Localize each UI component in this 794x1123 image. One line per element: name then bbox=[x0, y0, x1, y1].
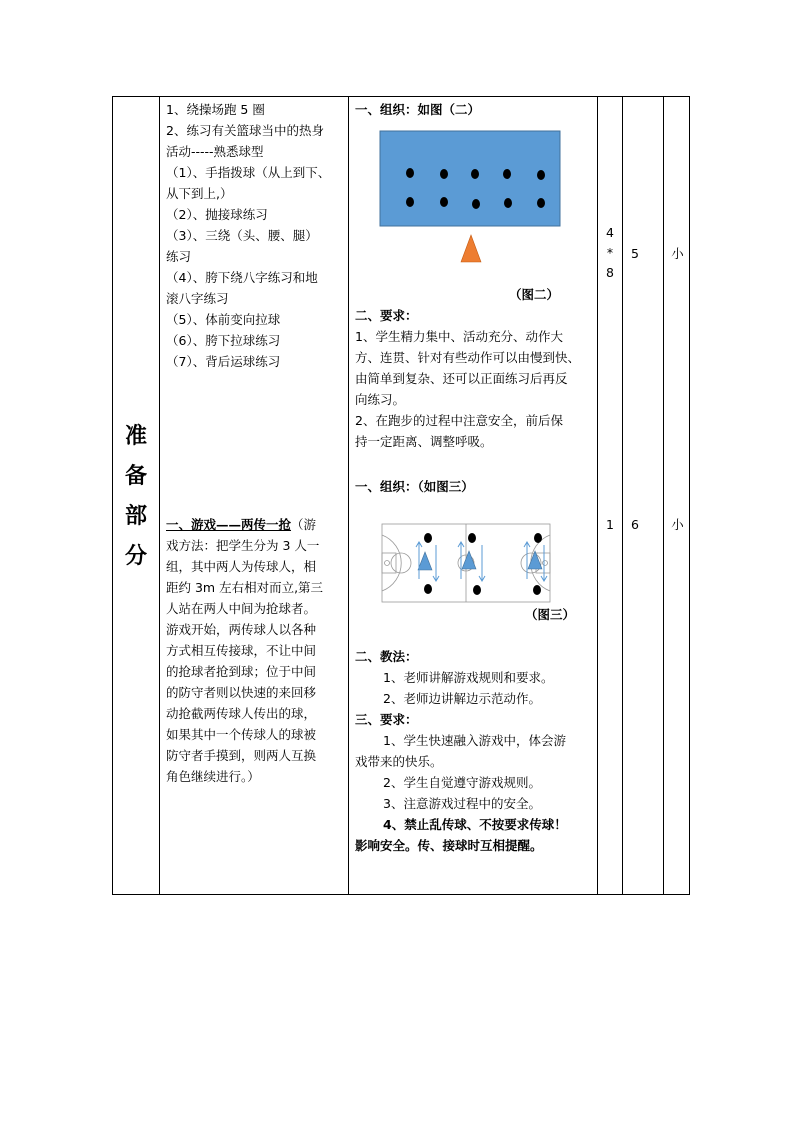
row1-intensity: 小 bbox=[671, 246, 684, 261]
column-divider bbox=[159, 97, 160, 894]
req-line: 由简单到复杂、还可以正面练习后再反 bbox=[355, 371, 568, 386]
warmup-line: （1）、手指拨球（从上到下、 bbox=[166, 165, 331, 180]
column-divider bbox=[348, 97, 349, 894]
req-line: 2、在跑步的过程中注意安全，前后保 bbox=[355, 413, 563, 428]
warmup-line: （4）、胯下绕八字练习和地 bbox=[166, 270, 318, 285]
times-part: 8 bbox=[606, 265, 614, 280]
section-char: 部 bbox=[124, 502, 147, 529]
org2-heading: 一、组织：（如图三） bbox=[355, 479, 474, 494]
game-line: 方式相互传接球，不让中间 bbox=[166, 643, 317, 658]
student-dot bbox=[406, 197, 414, 207]
warmup-line: 活动-----熟悉球型 bbox=[166, 144, 264, 159]
teach-heading: 二、教法： bbox=[355, 649, 418, 664]
game-line: 游戏开始，两传球人以各种 bbox=[166, 622, 317, 637]
row2-times: 1 bbox=[606, 517, 614, 532]
game-line: 如果其中一个传球人的球被 bbox=[166, 727, 317, 742]
student-dot bbox=[471, 169, 479, 179]
warmup-line: 2、练习有关篮球当中的热身 bbox=[166, 123, 324, 138]
req-line: 方、连贯、针对有些动作可以由慢到快、 bbox=[355, 350, 581, 365]
section-char: 分 bbox=[124, 542, 147, 569]
game-line: 防守者手摸到，则两人互换 bbox=[166, 748, 317, 763]
warmup-line: （7）、背后运球练习 bbox=[166, 354, 281, 369]
warmup-content bbox=[166, 99, 346, 372]
lesson-table bbox=[112, 96, 690, 895]
game-line: 组，其中两人为传球人，相 bbox=[166, 559, 317, 574]
passer-dot bbox=[533, 585, 541, 595]
req-heading: 二、要求： bbox=[355, 308, 418, 323]
req-line: 持一定距离、调整呼吸。 bbox=[355, 434, 493, 449]
passer-dot bbox=[534, 533, 542, 543]
warmup-line: （3）、三绕（头、腰、腿） bbox=[166, 228, 318, 243]
fig3-caption: （图三） bbox=[525, 607, 576, 622]
section-char: 准 bbox=[124, 422, 147, 449]
passer-dot bbox=[424, 533, 432, 543]
column-divider bbox=[663, 97, 664, 894]
student-dot bbox=[504, 198, 512, 208]
req2-line: 3、注意游戏过程中的安全。 bbox=[383, 796, 541, 811]
warmup-line: 1、绕操场跑 5 圈 bbox=[166, 102, 265, 117]
game-content bbox=[166, 514, 346, 787]
defender-marker bbox=[418, 552, 432, 570]
cone-icon bbox=[461, 235, 481, 262]
student-dot bbox=[472, 199, 480, 209]
row1-minutes: 5 bbox=[631, 246, 639, 261]
method-block bbox=[355, 646, 595, 856]
req2-heading: 三、要求： bbox=[355, 712, 418, 727]
game-line: 戏方法：把学生分为 3 人一 bbox=[166, 538, 320, 553]
teach-line: 1、老师讲解游戏规则和要求。 bbox=[383, 670, 554, 685]
student-dot bbox=[537, 198, 545, 208]
student-dot bbox=[537, 170, 545, 180]
game-line: 的防守者则以快速的来回移 bbox=[166, 685, 317, 700]
court-rectangle bbox=[380, 131, 560, 226]
hoop bbox=[543, 561, 548, 566]
section-char: 备 bbox=[124, 462, 147, 489]
row1-times bbox=[598, 223, 622, 283]
fig2-caption: （图二） bbox=[509, 287, 560, 302]
warmup-line: （6）、胯下拉球练习 bbox=[166, 333, 281, 348]
row2-minutes: 6 bbox=[631, 517, 639, 532]
req2-line: 影响安全。传、接球时互相提醒。 bbox=[355, 838, 543, 853]
game-line: 角色继续进行。） bbox=[166, 769, 260, 784]
defender-marker bbox=[528, 551, 542, 569]
row2-intensity: 小 bbox=[671, 517, 684, 532]
req2-line: 4、禁止乱传球、不按要求传球！ bbox=[383, 817, 567, 832]
formation-diagram-fig2 bbox=[379, 129, 563, 269]
teach-line: 2、老师边讲解边示范动作。 bbox=[383, 691, 541, 706]
warmup-line: （5）、体前变向拉球 bbox=[166, 312, 281, 327]
warmup-line: 滚八字练习 bbox=[166, 291, 229, 306]
student-dot bbox=[440, 197, 448, 207]
game-line: 人站在两人中间为抢球者。 bbox=[166, 601, 317, 616]
hoop bbox=[385, 561, 390, 566]
game-line: （游 bbox=[291, 517, 317, 532]
game-line: 距约 3m 左右相对而立,第三 bbox=[166, 580, 324, 595]
req2-line: 戏带来的快乐。 bbox=[355, 754, 443, 769]
times-part: * bbox=[606, 245, 614, 260]
requirements-block bbox=[355, 305, 595, 452]
student-dot bbox=[440, 169, 448, 179]
org1-heading: 一、组织：如图（二） bbox=[355, 102, 481, 117]
student-dot bbox=[503, 169, 511, 179]
req2-line: 1、学生快速融入游戏中，体会游 bbox=[383, 733, 566, 748]
game-diagram-fig3 bbox=[381, 523, 553, 605]
warmup-line: 从下到上,） bbox=[166, 186, 233, 201]
defender-marker bbox=[462, 551, 476, 569]
times-part: 4 bbox=[606, 225, 614, 240]
warmup-line: 练习 bbox=[166, 249, 192, 264]
passer-dot bbox=[473, 585, 481, 595]
warmup-line: （2）、抛接球练习 bbox=[166, 207, 268, 222]
req2-line: 2、学生自觉遵守游戏规则。 bbox=[383, 775, 541, 790]
student-dot bbox=[406, 168, 414, 178]
game-line: 动抢截两传球人传出的球， bbox=[166, 706, 317, 721]
game-line: 的抢球者抢到球；位于中间 bbox=[166, 664, 317, 679]
req-line: 1、学生精力集中、活动充分、动作大 bbox=[355, 329, 563, 344]
req-line: 向练习。 bbox=[355, 392, 406, 407]
game-title: 一、游戏——两传一抢 bbox=[166, 517, 292, 532]
section-label bbox=[113, 97, 159, 894]
passer-dot bbox=[468, 533, 476, 543]
passer-dot bbox=[424, 584, 432, 594]
column-divider bbox=[597, 97, 598, 894]
column-divider bbox=[622, 97, 623, 894]
